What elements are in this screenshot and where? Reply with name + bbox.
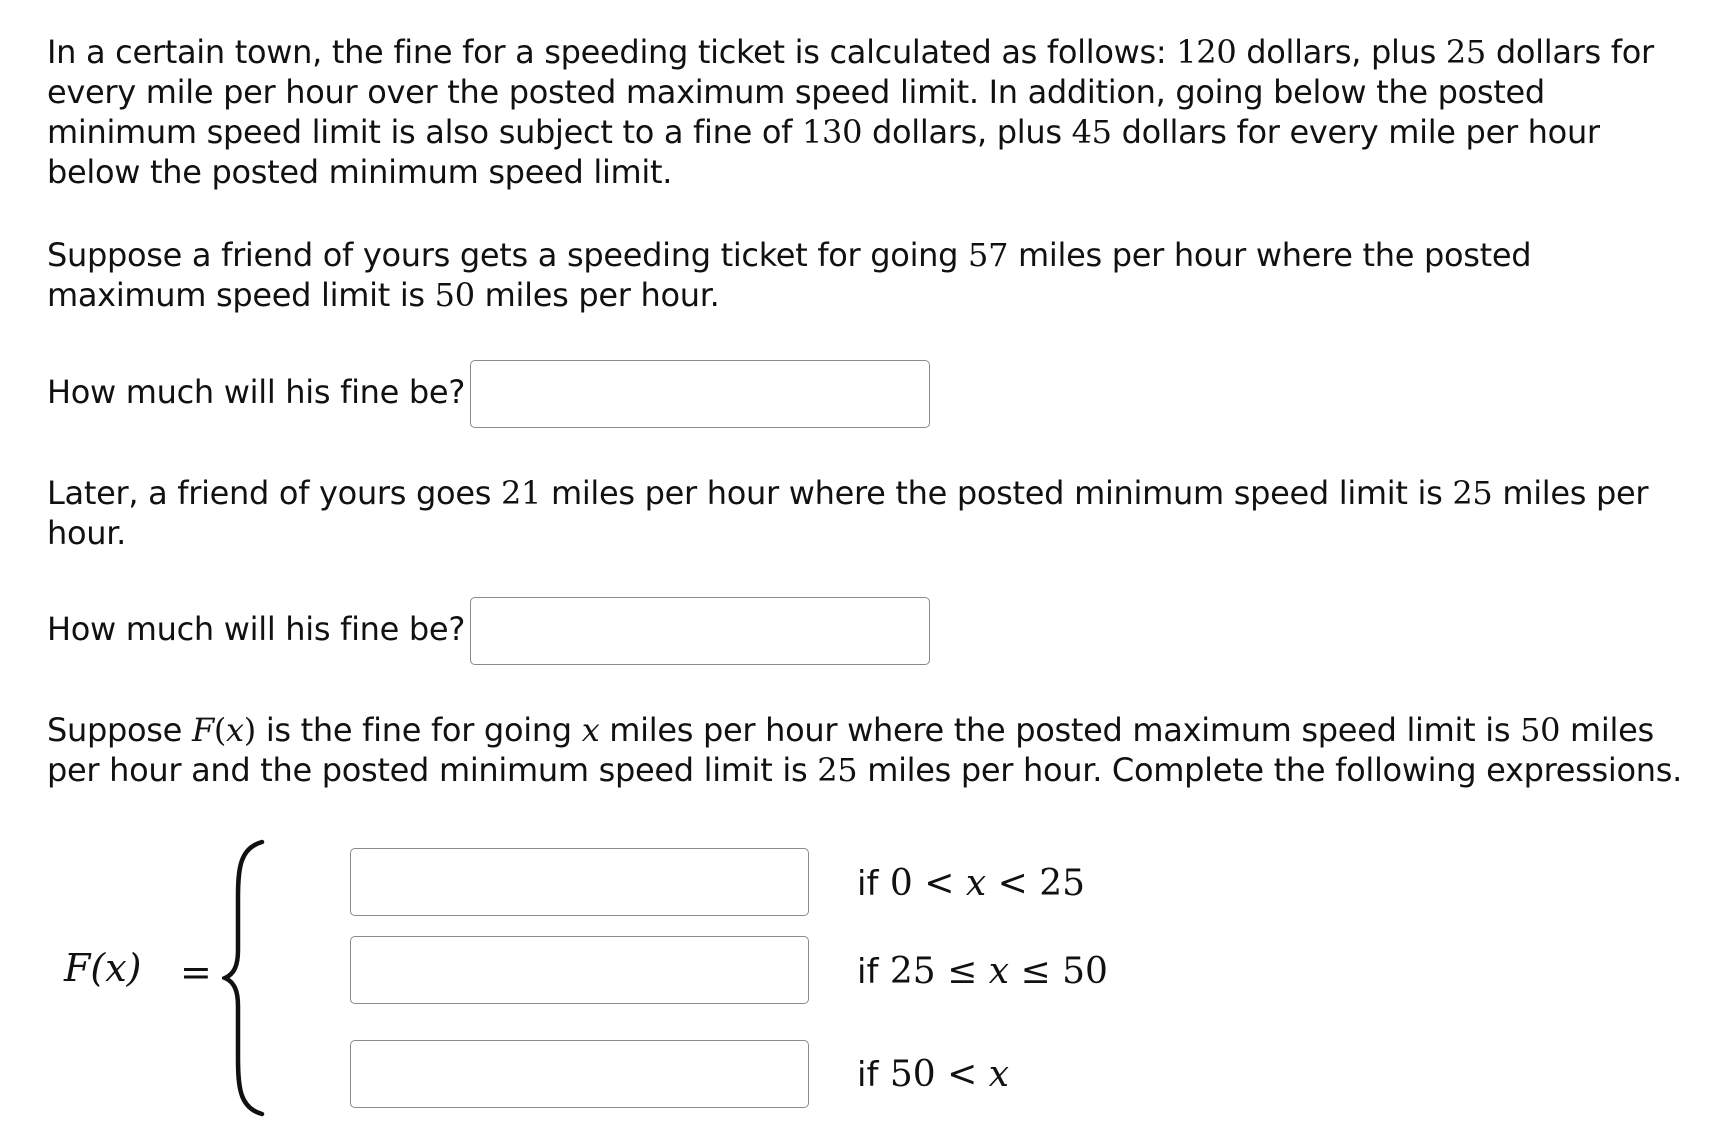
function-def-text: is the fine for going — [255, 711, 582, 749]
piece-2-condition — [857, 950, 1108, 994]
function-def-text: miles per hour and the posted minimum speed limit is — [47, 711, 1654, 789]
scenario-2-text: miles per hour where the posted minimum speed limit is — [541, 474, 1453, 512]
piece-1-condition — [857, 862, 1085, 906]
piecewise-lhs — [64, 946, 141, 990]
question-1-answer-input[interactable] — [470, 360, 930, 428]
question-1-label: How much will his fine be? — [47, 373, 465, 411]
piece-3-input[interactable] — [350, 1040, 809, 1108]
equals-sign: = — [180, 950, 212, 994]
function-definition-paragraph — [47, 710, 1687, 790]
intro-text: In a certain town, the fine for a speeding ticket is calculated as follows: — [47, 33, 1177, 71]
paren-open: ( — [213, 711, 227, 749]
speed-variable: x — [581, 711, 600, 749]
if-keyword: if — [857, 1055, 879, 1095]
piece-1-input[interactable] — [350, 848, 809, 916]
function-def-text: Suppose — [47, 711, 192, 749]
condition-text: ≤ 50 — [1009, 951, 1108, 992]
scenario-2-paragraph — [47, 473, 1687, 553]
scenario-2-min-limit: 25 — [1452, 474, 1493, 512]
function-def-text: miles per hour where the posted maximum speed limit is — [599, 711, 1521, 749]
base-fine-number: 120 — [1176, 33, 1237, 71]
paren-close: ) — [243, 711, 256, 749]
min-fine-number: 130 — [801, 113, 863, 151]
intro-paragraph — [47, 32, 1687, 192]
intro-text: dollars for every mile per hour below the posted minimum speed limit. — [47, 113, 1600, 191]
function-lhs: F(x) — [64, 946, 142, 990]
scenario-2-speed: 21 — [500, 474, 542, 512]
intro-text: dollars for every mile per hour over the posted maximum speed limit. In addition, going below the posted minimum speed limit is also subject to a fine of — [47, 33, 1654, 151]
function-def-min-limit: 25 — [817, 751, 858, 789]
scenario-1-paragraph — [47, 235, 1687, 315]
over-rate-number: 25 — [1445, 33, 1486, 71]
question-2-answer-input[interactable] — [470, 597, 930, 665]
left-brace-icon — [222, 838, 268, 1118]
scenario-1-speed: 57 — [968, 236, 1009, 274]
function-name: F — [191, 711, 214, 749]
condition-text: < 25 — [986, 863, 1085, 904]
scenario-1-text: Suppose a friend of yours gets a speeding ticket for going — [47, 236, 969, 274]
question-2-label: How much will his fine be? — [47, 610, 465, 648]
piece-3-condition — [857, 1053, 1009, 1097]
scenario-2-text: miles per hour. — [47, 474, 1649, 552]
condition-variable: x — [965, 863, 987, 904]
function-variable: x — [226, 711, 244, 749]
condition-variable: x — [988, 951, 1010, 992]
piece-2-input[interactable] — [350, 936, 809, 1004]
intro-text: dollars, plus — [1236, 33, 1446, 71]
condition-text: 25 ≤ — [878, 951, 989, 992]
if-keyword: if — [857, 952, 879, 992]
if-keyword: if — [857, 864, 879, 904]
function-def-text: miles per hour. Complete the following expressions. — [857, 751, 1682, 789]
scenario-2-text: Later, a friend of yours goes — [47, 474, 501, 512]
function-def-max-limit: 50 — [1520, 711, 1561, 749]
scenario-1-text: miles per hour. — [474, 276, 720, 314]
condition-variable: x — [988, 1054, 1010, 1095]
condition-text: 50 < — [878, 1054, 989, 1095]
intro-text: dollars, plus — [862, 113, 1072, 151]
condition-text: 0 < — [878, 863, 966, 904]
scenario-1-max-limit: 50 — [434, 276, 475, 314]
under-rate-number: 45 — [1071, 113, 1112, 151]
scenario-1-text: miles per hour where the posted maximum speed limit is — [47, 236, 1532, 314]
